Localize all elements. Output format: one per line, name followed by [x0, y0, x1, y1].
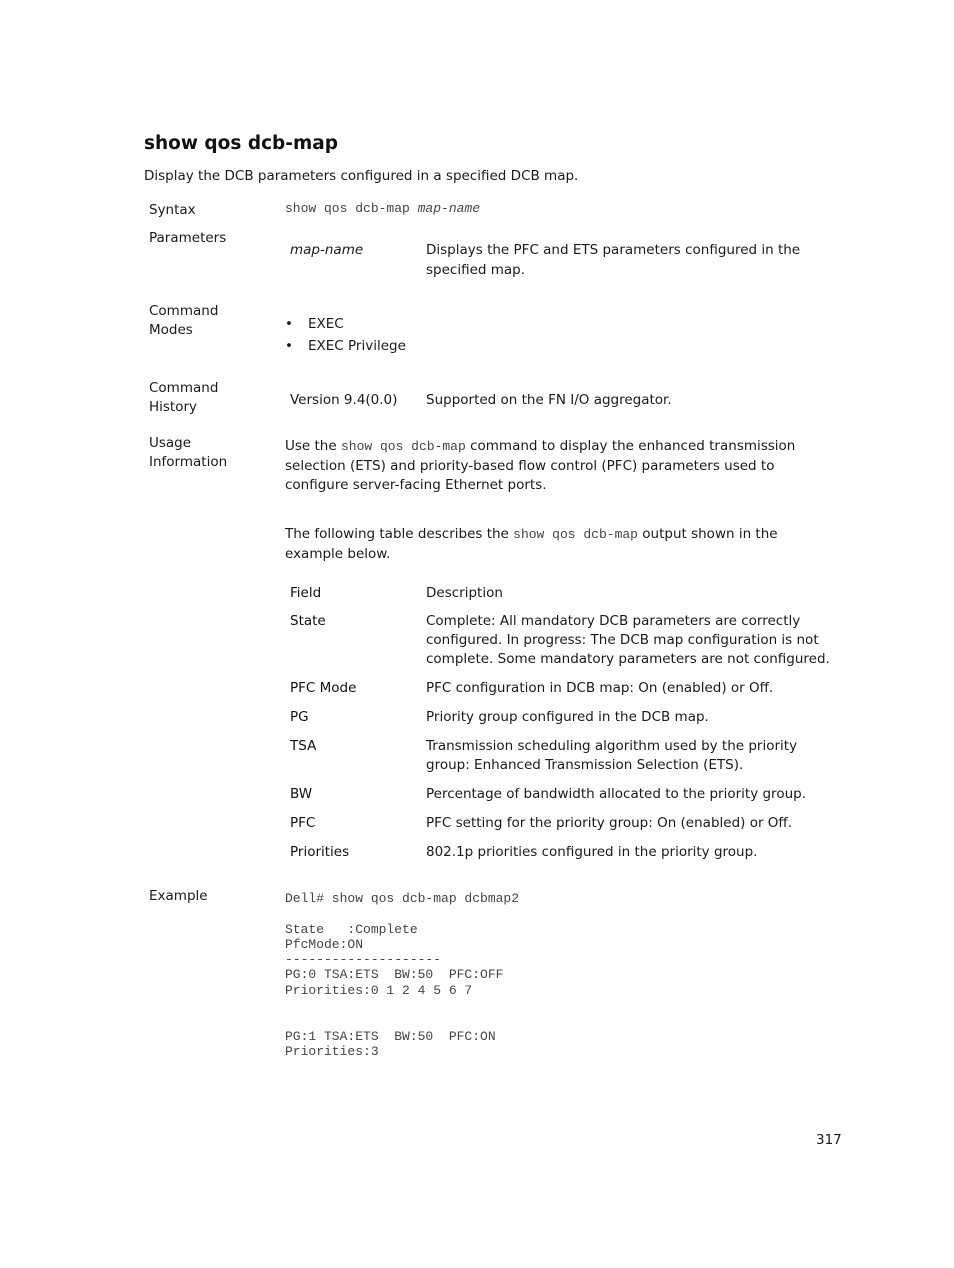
command-history-label-line1: Command: [149, 380, 219, 396]
command-history-label-line2: History: [149, 399, 198, 415]
row-description: Percentage of bandwidth allocated to the priority group.: [426, 786, 806, 802]
command-history-label: [149, 379, 259, 417]
usage-text: command to display the enhanced transmission selection (ETS) and priority-based flow control (PFC) parameters used to configure server-facing Ethernet ports.: [285, 438, 796, 493]
usage-paragraph-2: [285, 525, 805, 564]
parameters-label: Parameters: [149, 230, 227, 246]
command-modes-label-line2: Modes: [149, 322, 193, 338]
table-row: [290, 708, 830, 737]
row-field: TSA: [290, 738, 317, 754]
row-description: Transmission scheduling algorithm used by the priority group: Enhanced Transmission Selection (ETS).: [426, 738, 798, 773]
syntax-command: [285, 201, 480, 216]
table-row: [290, 814, 830, 843]
row-description: Priority group configured in the DCB map.: [426, 709, 709, 725]
page-title: show qos dcb-map: [144, 133, 338, 154]
header-field: Field: [290, 585, 322, 601]
syntax-command-text: show qos dcb-map: [285, 201, 418, 216]
history-version: Version 9.4(0.0): [290, 392, 398, 408]
bullet-icon: •: [285, 316, 293, 332]
mode-label: EXEC Privilege: [308, 338, 406, 354]
header-description: Description: [426, 585, 503, 601]
table-row: [290, 737, 830, 785]
command-modes-list: [285, 315, 406, 359]
mode-label: EXEC: [308, 316, 344, 332]
command-modes-label: [149, 302, 259, 340]
history-description: Supported on the FN I/O aggregator.: [426, 392, 672, 408]
usage-text: The following table describes the: [285, 526, 514, 542]
field-table: [290, 584, 830, 872]
row-field: BW: [290, 786, 313, 802]
example-code-block: Dell# show qos dcb-map dcbmap2 State :Complete PfcMode:ON -------------------- PG:0 TSA:ETS BW:50 PFC:OFF Priorities:0 1 2 4 5 6 7 PG:1 TSA:ETS BW:50 PFC:ON Priorities:3: [285, 891, 520, 1059]
table-row: [290, 612, 830, 679]
usage-text: output shown in the example below.: [285, 526, 778, 562]
row-description: 802.1p priorities configured in the priority group.: [426, 844, 758, 860]
row-field: PFC: [290, 815, 316, 831]
intro-text: Display the DCB parameters configured in a specified DCB map.: [144, 168, 579, 184]
row-description: Complete: All mandatory DCB parameters are correctly configured. In progress: The DCB map configuration is not complete. Some mandatory parameters are not configured.: [426, 613, 830, 667]
example-label: Example: [149, 888, 208, 904]
param-name: map-name: [290, 242, 364, 258]
param-description: Displays the PFC and ETS parameters configured in the specified map.: [426, 242, 801, 278]
table-header: [290, 584, 830, 612]
inline-code: show qos dcb-map: [340, 439, 466, 454]
usage-label: [149, 434, 259, 472]
table-row: [290, 679, 830, 708]
row-field: PFC Mode: [290, 680, 357, 696]
usage-paragraph-1: [285, 437, 833, 496]
usage-label-line2: Information: [149, 454, 228, 470]
syntax-argument: map-name: [417, 201, 481, 216]
syntax-label: Syntax: [149, 202, 196, 218]
list-item: [285, 337, 406, 359]
table-row: [290, 785, 830, 814]
usage-text: Use the: [285, 438, 341, 454]
command-modes-label-line1: Command: [149, 303, 219, 319]
row-description: PFC configuration in DCB map: On (enabled) or Off.: [426, 680, 774, 696]
row-field: Priorities: [290, 844, 350, 860]
table-row: [290, 843, 830, 872]
row-field: PG: [290, 709, 309, 725]
usage-label-line1: Usage: [149, 435, 192, 451]
page-number: 317: [816, 1132, 842, 1148]
row-field: State: [290, 613, 326, 629]
row-description: PFC setting for the priority group: On (enabled) or Off.: [426, 815, 793, 831]
inline-code: show qos dcb-map: [513, 527, 638, 542]
list-item: [285, 315, 406, 337]
bullet-icon: •: [285, 338, 293, 354]
